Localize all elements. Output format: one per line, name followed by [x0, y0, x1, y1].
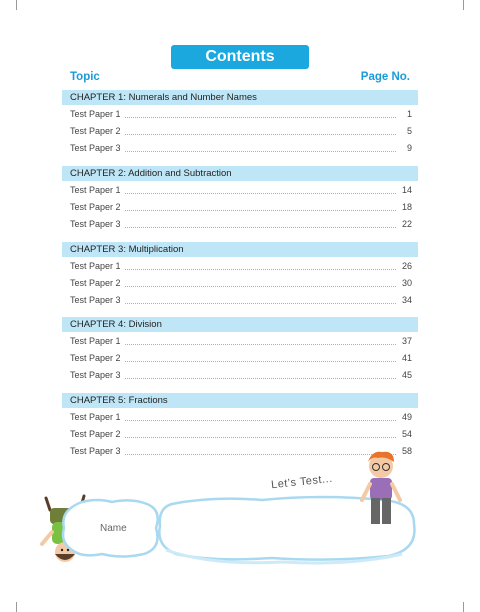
toc-row[interactable] — [70, 218, 412, 230]
page-number: 9 — [406, 143, 412, 153]
page-number: 41 — [401, 353, 412, 363]
toc-row[interactable] — [70, 260, 412, 272]
test-paper-name: Test Paper 1 — [70, 109, 121, 119]
crop-mark — [463, 602, 464, 612]
dot-leader — [125, 436, 396, 438]
chapter-heading: CHAPTER 4: Division — [62, 317, 418, 332]
toc-row[interactable] — [70, 369, 412, 381]
dot-leader — [125, 116, 396, 118]
page-title: Contents — [171, 45, 309, 69]
page-number: 18 — [401, 202, 412, 212]
test-paper-name: Test Paper 2 — [70, 353, 121, 363]
test-paper-name: Test Paper 3 — [70, 446, 121, 456]
crop-mark — [463, 0, 464, 10]
dot-leader — [125, 192, 396, 194]
toc-row[interactable] — [70, 277, 412, 289]
test-paper-name: Test Paper 2 — [70, 429, 121, 439]
test-paper-name: Test Paper 2 — [70, 278, 121, 288]
test-paper-name: Test Paper 1 — [70, 185, 121, 195]
dot-leader — [125, 360, 396, 362]
page-number: 37 — [401, 336, 412, 346]
dot-leader — [125, 150, 396, 152]
test-paper-name: Test Paper 1 — [70, 412, 121, 422]
toc-row[interactable] — [70, 352, 412, 364]
page-number: 49 — [401, 412, 412, 422]
dot-leader — [125, 285, 396, 287]
test-paper-name: Test Paper 2 — [70, 202, 121, 212]
page-number: 45 — [401, 370, 412, 380]
page-number: 30 — [401, 278, 412, 288]
toc-row[interactable] — [70, 184, 412, 196]
test-paper-name: Test Paper 2 — [70, 126, 121, 136]
test-paper-name: Test Paper 3 — [70, 219, 121, 229]
test-paper-name: Test Paper 1 — [70, 261, 121, 271]
page-number: 1 — [406, 109, 412, 119]
chapter-heading: CHAPTER 1: Numerals and Number Names — [62, 90, 418, 105]
chapter-heading: CHAPTER 5: Fractions — [62, 393, 418, 408]
test-paper-name: Test Paper 3 — [70, 143, 121, 153]
dot-leader — [125, 377, 396, 379]
dot-leader — [125, 133, 396, 135]
page-number: 34 — [401, 295, 412, 305]
topic-header: Topic — [70, 71, 100, 83]
toc-row[interactable] — [70, 125, 412, 137]
toc-row[interactable] — [70, 108, 412, 120]
boy-illustration-right — [356, 450, 406, 530]
lets-test-text: Let’s Test... — [270, 472, 334, 492]
test-paper-name: Test Paper 3 — [70, 370, 121, 380]
page-number: 5 — [406, 126, 412, 136]
dot-leader — [125, 209, 396, 211]
dot-leader — [125, 226, 396, 228]
page-number: 22 — [401, 219, 412, 229]
toc-row[interactable] — [70, 294, 412, 306]
chapter-heading: CHAPTER 3: Multiplication — [62, 242, 418, 257]
chapter-heading: CHAPTER 2: Addition and Subtraction — [62, 166, 418, 181]
test-paper-name: Test Paper 1 — [70, 336, 121, 346]
dot-leader — [125, 302, 396, 304]
page-number: 14 — [401, 185, 412, 195]
page-number: 58 — [401, 446, 412, 456]
dot-leader — [125, 419, 396, 421]
dot-leader — [125, 268, 396, 270]
page-number: 54 — [401, 429, 412, 439]
name-label: Name — [100, 523, 127, 534]
page-number-header: Page No. — [360, 71, 410, 83]
toc-row[interactable] — [70, 428, 412, 440]
test-paper-name: Test Paper 3 — [70, 295, 121, 305]
crop-mark — [16, 0, 17, 10]
page-number: 26 — [401, 261, 412, 271]
toc-row[interactable] — [70, 335, 412, 347]
crop-mark — [16, 602, 17, 612]
toc-row[interactable] — [70, 411, 412, 423]
toc-row[interactable] — [70, 142, 412, 154]
toc-row[interactable] — [70, 201, 412, 213]
dot-leader — [125, 343, 396, 345]
